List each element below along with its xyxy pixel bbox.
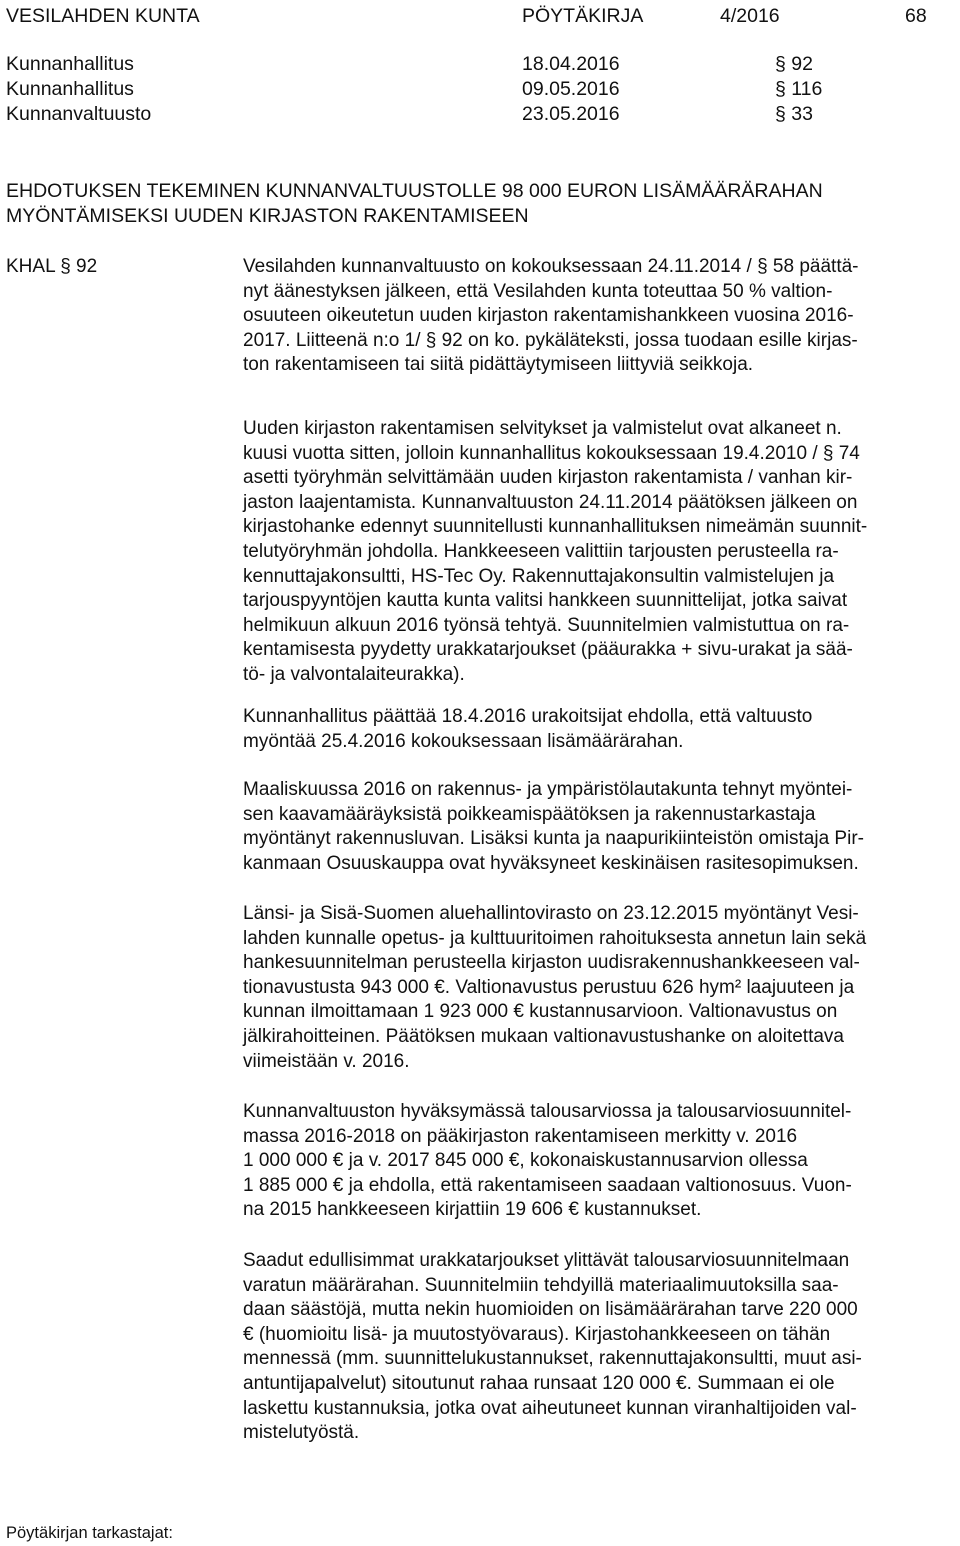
paragraph-line: telutyöryhmän johdolla. Hankkeeseen valittiin tarjousten perusteella ra- [243, 540, 839, 562]
paragraph-line: kentamisesta pyydetty urakkatarjoukset (pääurakka + sivu-urakat ja sää- [243, 639, 853, 661]
paragraph-line: mistelutyöstä. [243, 1422, 360, 1444]
meeting-section: § 116 [775, 78, 823, 100]
paragraph [243, 255, 955, 378]
document-number: 4/2016 [720, 5, 780, 27]
paragraph-line: Kunnanhallitus päättää 18.4.2016 urakoitsijat ehdolla, että valtuusto [243, 706, 813, 727]
paragraph-line: Vesilahden kunnanvaltuusto on kokouksessaan 24.11.2014 / § 58 päättä- [243, 256, 859, 277]
paragraph [243, 417, 955, 688]
paragraph-line: laskettu kustannuksia, jotka ovat aiheutuneet kunnan viranhaltijoiden val- [243, 1397, 857, 1419]
paragraph-line: varatun määrärahan. Suunnitelmiin tehdyillä materiaalimuutoksilla saa- [243, 1274, 839, 1296]
paragraph-line: tö- ja valvontalaiteurakka). [243, 663, 465, 685]
paragraph-line: lahden kunnalle opetus- ja kulttuuritoimen rahoituksesta annetun lain sekä [243, 927, 867, 949]
paragraph-line: ton rakentamiseen tai siitä pidättäytymiseen liittyviä seikkoja. [243, 354, 754, 376]
paragraph [243, 902, 955, 1074]
paragraph-line: € (huomioitu lisä- ja muutostyövaraus). Kirjastohankkeeseen on tähän [243, 1323, 831, 1345]
meeting-date: 18.04.2016 [522, 53, 620, 75]
meeting-date: 09.05.2016 [522, 78, 620, 100]
paragraph-line: Kunnanvaltuuston hyväksymässä talousarviossa ja talousarviosuunnitel- [243, 1101, 852, 1122]
paragraph-line: Saadut edullisimmat urakkatarjoukset ylittävät talousarviosuunnitelmaan [243, 1250, 850, 1271]
paragraph-line: jälkirahoitteinen. Päätöksen mukaan valtionavustushanke on aloitettava [243, 1025, 844, 1047]
paragraph-line: massa 2016-2018 on pääkirjaston rakentamiseen merkitty v. 2016 [243, 1125, 798, 1147]
title-line: EHDOTUKSEN TEKEMINEN KUNNANVALTUUSTOLLE 98 000 EURON LISÄMÄÄRÄRAHAN [6, 180, 823, 202]
paragraph-line: na 2015 hankkeeseen kirjattiin 19 606 € kustannukset. [243, 1199, 702, 1221]
paragraph-line: viimeistään v. 2016. [243, 1050, 410, 1072]
meeting-body: Kunnanvaltuusto [6, 103, 152, 125]
paragraph-line: helmikuun alkuun 2016 työnsä tehtyä. Suunnitelmien valmistuttua on ra- [243, 614, 850, 636]
paragraph [243, 705, 955, 754]
meeting-body: Kunnanhallitus [6, 78, 134, 100]
paragraph [243, 1249, 955, 1446]
paragraph-line: asetti työryhmän selvittämään uuden kirjaston rakentamista / vanhan kir- [243, 467, 853, 489]
paragraph-line: kuusi vuotta sitten, jolloin kunnanhallitus kokouksessaan 19.4.2010 / § 74 [243, 442, 860, 464]
municipality-name: VESILAHDEN KUNTA [6, 5, 200, 27]
paragraph-line: osuuteen oikeutetun uuden kirjaston rakentamishankkeen vuosina 2016- [243, 305, 854, 327]
paragraph-line: tarjouspyyntöjen kautta kunta valitsi hankkeen suunnittelijat, jotka saivat [243, 590, 848, 612]
paragraph-line: jaston laajentamista. Kunnanvaltuuston 24.11.2014 päätöksen jälkeen on [243, 491, 858, 513]
meeting-section: § 92 [775, 53, 813, 75]
paragraph-line: daan säästöjä, mutta nekin huomioiden on lisämäärärahan tarve 220 000 [243, 1299, 858, 1321]
section-label: KHAL § 92 [6, 256, 98, 277]
paragraph-line: myöntää 25.4.2016 kokouksessaan lisämäärärahan. [243, 730, 684, 752]
paragraph-line: 1 885 000 € ja ehdolla, että rakentamiseen saadaan valtionosuus. Vuon- [243, 1174, 852, 1196]
paragraph-line: Länsi- ja Sisä-Suomen aluehallintovirasto on 23.12.2015 myöntänyt Vesi- [243, 903, 859, 924]
paragraph-line: mennessä (mm. suunnittelukustannukset, rakennuttajakonsultti, muut asi- [243, 1348, 862, 1370]
page-number: 68 [905, 5, 927, 27]
title-line: MYÖNTÄMISEKSI UUDEN KIRJASTON RAKENTAMISEEN [6, 204, 529, 227]
paragraph-line: 2017. Liitteenä n:o 1/ § 92 on ko. pykäläteksti, jossa tuodaan esille kirjas- [243, 329, 858, 351]
paragraph-line: Uuden kirjaston rakentamisen selvitykset ja valmistelut ovat alkaneet n. [243, 418, 842, 439]
paragraph-line: 1 000 000 € ja v. 2017 845 000 €, kokonaiskustannusarvion ollessa [243, 1150, 808, 1172]
document-title [6, 179, 823, 228]
paragraph-line: tionavustusta 943 000 €. Valtionavustus perustuu 626 hym² laajuuteen ja [243, 976, 855, 998]
document-type: PÖYTÄKIRJA [522, 5, 644, 27]
paragraph-line: sen kaavamääräyksistä poikkeamispäätöksen ja rakennustarkastaja [243, 803, 816, 825]
paragraph-line: kirjastohanke edennyt suunnitellusti kunnanhallituksen nimeämän suunnit- [243, 516, 868, 538]
meeting-section: § 33 [775, 103, 813, 125]
footer-reviewers-label: Pöytäkirjan tarkastajat: [6, 1524, 173, 1542]
paragraph [243, 778, 955, 876]
paragraph-line: kennuttajakonsultti, HS-Tec Oy. Rakennuttajakonsultin valmistelujen ja [243, 565, 835, 587]
paragraph-line: kunnan ilmoittamaan 1 923 000 € kustannusarvioon. Valtionavustus on [243, 1001, 838, 1023]
paragraph-line: myöntänyt rakennusluvan. Lisäksi kunta ja naapurikiinteistön omistaja Pir- [243, 828, 864, 850]
paragraph [243, 1100, 955, 1223]
paragraph-line: Maaliskuussa 2016 on rakennus- ja ympäristölautakunta tehnyt myöntei- [243, 779, 853, 800]
paragraph-line: kanmaan Osuuskauppa ovat hyväksyneet keskinäisen rasitesopimuksen. [243, 852, 859, 874]
paragraph-line: nyt äänestyksen jälkeen, että Vesilahden kunta toteuttaa 50 % valtion- [243, 280, 833, 302]
meeting-body: Kunnanhallitus [6, 53, 134, 75]
paragraph-line: antuntijapalvelut) sitoutunut rahaa runsaat 120 000 €. Summaan ei ole [243, 1372, 835, 1394]
meeting-date: 23.05.2016 [522, 103, 620, 125]
paragraph-line: hankesuunnitelman perusteella kirjaston uudisrakennushankkeeseen val- [243, 952, 860, 974]
